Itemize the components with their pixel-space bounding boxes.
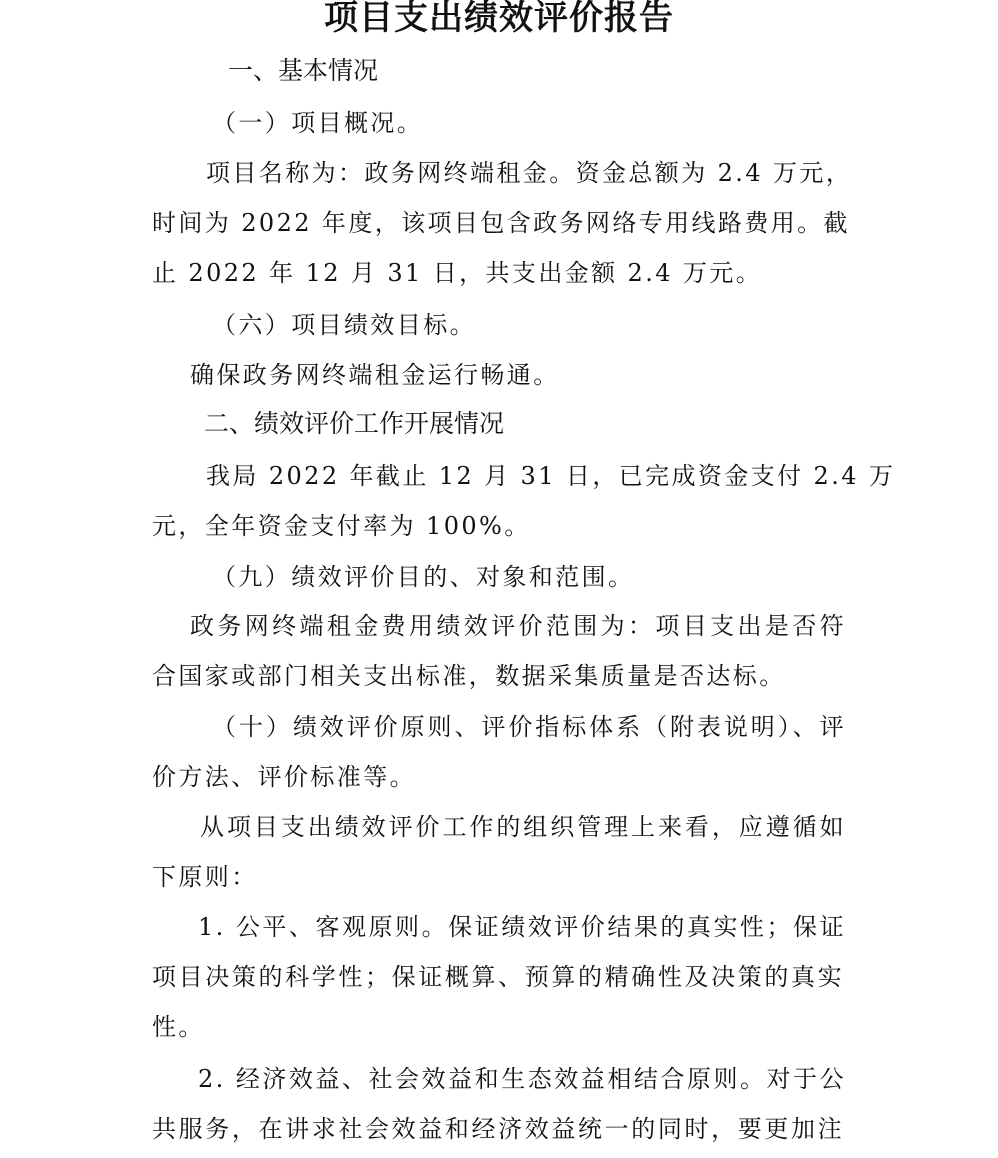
- paragraph-line: 时间为 2022 年度，该项目包含政务网络专用线路费用。截: [152, 209, 850, 237]
- subheading-project-overview: （一）项目概况。: [212, 109, 424, 137]
- paragraph-line: 价方法、评价标准等。: [152, 763, 416, 791]
- document-title: 项目支出绩效评价报告: [324, 0, 674, 38]
- paragraph-line: 下原则：: [152, 863, 258, 891]
- subheading-evaluation-scope: （九）绩效评价目的、对象和范围。: [212, 563, 635, 591]
- list-item-principle-1: 1. 公平、客观原则。保证绩效评价结果的真实性；保证: [198, 913, 846, 941]
- paragraph-line: 我局 2022 年截止 12 月 31 日，已完成资金支付 2.4 万: [206, 462, 896, 490]
- paragraph-line: 项目决策的科学性；保证概算、预算的精确性及决策的真实: [152, 963, 844, 991]
- paragraph-line: 项目名称为：政务网终端租金。资金总额为 2.4 万元，: [206, 159, 853, 187]
- paragraph-line: 共服务，在讲求社会效益和经济效益统一的同时，要更加注: [152, 1115, 844, 1143]
- section-heading-evaluation-work: 二、绩效评价工作开展情况: [204, 409, 505, 438]
- paragraph-line: 从项目支出绩效评价工作的组织管理上来看，应遵循如: [200, 813, 846, 841]
- paragraph-line: 性。: [152, 1013, 205, 1041]
- paragraph-line: 合国家或部门相关支出标准，数据采集质量是否达标。: [152, 662, 786, 690]
- paragraph-line: 元，全年资金支付率为 100%。: [152, 512, 531, 540]
- subheading-performance-goals: （六）项目绩效目标。: [212, 311, 476, 339]
- section-heading-basic-info: 一、基本情况: [228, 56, 379, 85]
- subheading-evaluation-principles: （十）绩效评价原则、评价指标体系（附表说明）、评: [212, 713, 846, 741]
- paragraph-line: 政务网终端租金费用绩效评价范围为：项目支出是否符: [190, 612, 846, 640]
- paragraph-line: 止 2022 年 12 月 31 日，共支出金额 2.4 万元。: [152, 259, 763, 287]
- paragraph-line: 确保政务网终端租金运行畅通。: [190, 361, 560, 389]
- list-item-principle-2: 2. 经济效益、社会效益和生态效益相结合原则。对于公: [198, 1065, 846, 1093]
